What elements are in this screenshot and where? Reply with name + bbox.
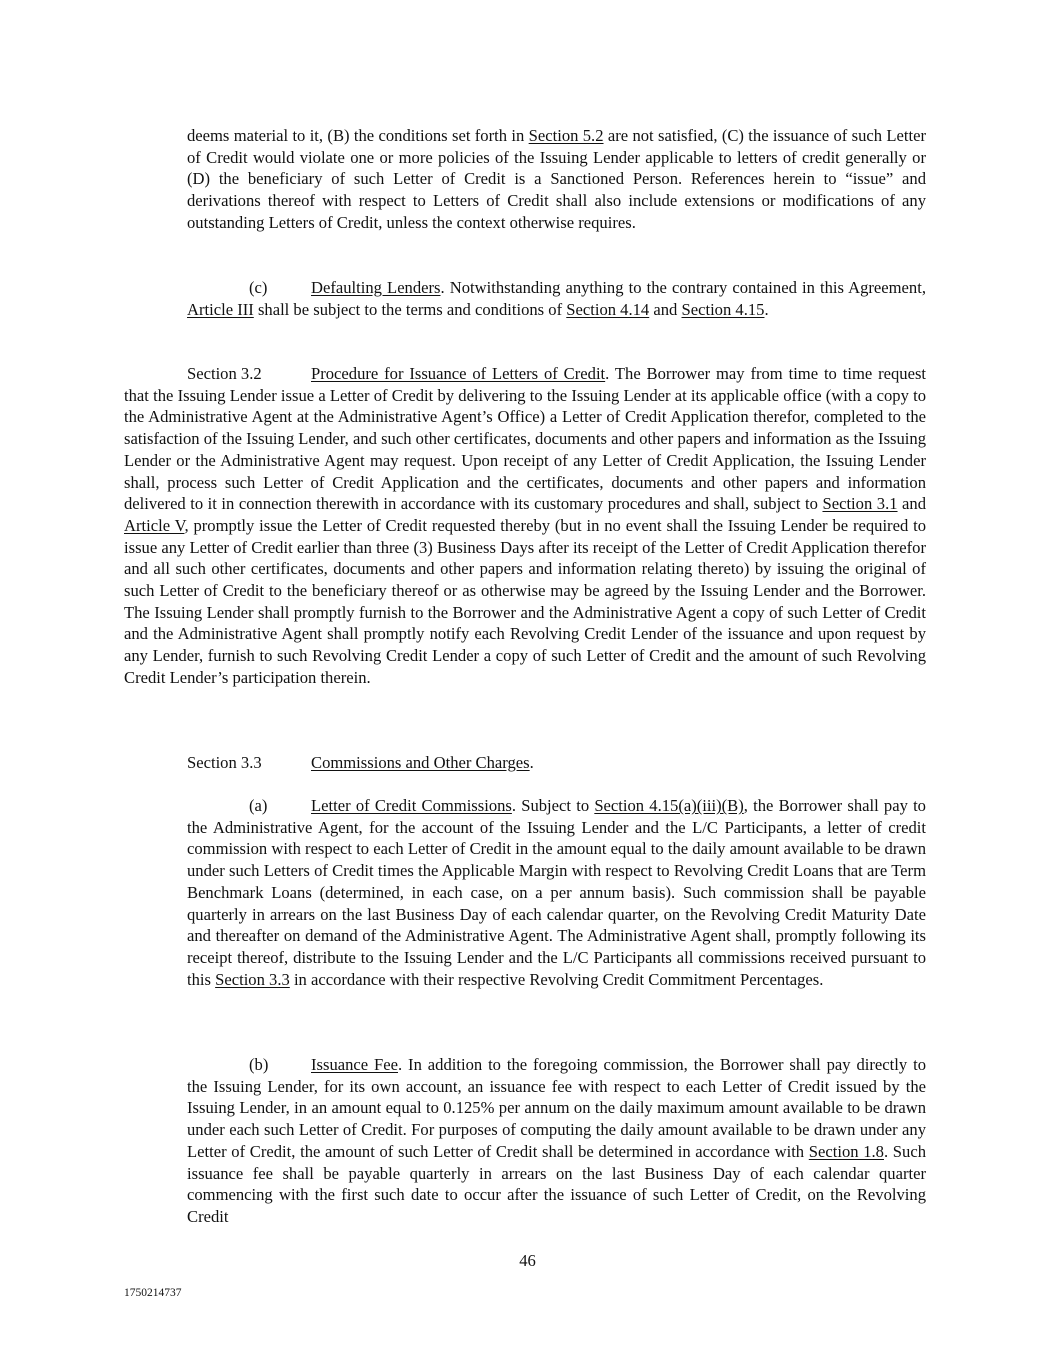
section-number: Section 3.3	[187, 753, 262, 772]
cross-reference-section-4-15-a-iii-b: Section 4.15(a)(iii)(B)	[594, 796, 744, 815]
text-run: . Such issuance fee shall be payable quarterly in arrears on the last Business Day of each calendar quarter commencing with the first such date to occur after the issuance of such Letter of Credit, on the Revolving Credit	[187, 1141, 926, 1226]
text-run: . In addition to the foregoing commission, the Borrower shall pay directly to the Issuing Lender, for its own account, an issuance fee with respect to each Letter of Credit issued by the Issuing Lender, in an amount equal to 0.125% per annum on the daily maximum amount available to be drawn under each such Letter of Credit. For purposes of computing the daily amount available to be drawn under any Letter of Credit, the amount of such Letter of Credit shall be determined in accordance with	[187, 1055, 926, 1161]
cross-reference-section-3-3: Section 3.3	[215, 969, 290, 989]
cross-reference-article-v: Article V	[124, 515, 185, 535]
cross-reference-article-iii: Article III	[187, 299, 254, 319]
section-3-3-heading	[124, 752, 926, 774]
text-run: . Notwithstanding anything to the contrary contained in this Agreement,	[440, 278, 926, 297]
page-number: 46	[519, 1251, 536, 1270]
section-number: Section 3.2	[187, 364, 262, 383]
cross-reference-section-4-14: Section 4.14	[566, 299, 650, 319]
text-run: .	[529, 753, 534, 772]
section-3-2-paragraph	[124, 363, 926, 689]
paragraph-b-continued	[187, 125, 926, 234]
paragraph-heading: Defaulting Lenders	[311, 278, 441, 297]
paragraph-label: (c)	[249, 278, 268, 297]
cross-reference-section-4-15: Section 4.15	[681, 299, 765, 319]
text-run: are not satisfied, (C) the issuance of such Letter of Credit would violate one or more policies of the Issuing Lender applicable to letters of credit generally or (D) the beneficiary of such Letter of Credit is a Sanctioned Person. References herein to “issue” and derivations thereof with respect to Letters of Credit shall also include extensions or modifications of any outstanding Letters of Credit, unless the context otherwise requires.	[187, 126, 927, 232]
section-heading: Commissions and Other Charges	[311, 753, 530, 772]
text-run: in accordance with their respective Revolving Credit Commitment Percentages.	[289, 969, 824, 989]
text-run: , the Borrower shall pay to the Administrative Agent, for the account of the Issuing Lender and the L/C Participants, a letter of credit commission with respect to each Letter of Credit in the amount equal to the daily amount available to be drawn under such Letters of Credit times the Applicable Margin with respect to Revolving Credit Loans that are Term Benchmark Loans (determined, in each case, on a per annum basis). Such commission shall be payable quarterly in arrears on the last Business Day of each calendar quarter, on the Revolving Credit Maturity Date and thereafter on demand of the Administrative Agent. The Administrative Agent shall, promptly following its receipt thereof, distribute to the Issuing Lender and the L/C Participants all commissions received pursuant to this	[187, 796, 926, 989]
text-run: .	[764, 299, 769, 319]
paragraph-label: (a)	[249, 796, 268, 815]
document-id: 1750214737	[124, 1287, 182, 1299]
paragraph-heading: Letter of Credit Commissions	[311, 796, 512, 815]
text-run: shall be subject to the terms and conditions of	[253, 299, 567, 319]
text-run: . Subject to	[511, 796, 595, 815]
paragraph-3-3-a-commissions	[187, 795, 926, 990]
cross-reference-section-1-8: Section 1.8	[808, 1141, 884, 1161]
paragraph-3-3-b-issuance-fee	[187, 1054, 926, 1228]
paragraph-label: (b)	[249, 1055, 269, 1074]
section-heading: Procedure for Issuance of Letters of Credit	[311, 364, 606, 383]
text-run: . The Borrower may from time to time request that the Issuing Lender issue a Letter of Credit by delivering to the Issuing Lender at its applicable office (with a copy to the Administrative Agent at the Administrative Agent’s Office) a Letter of Credit Application therefor, completed to the satisfaction of the Issuing Lender, and such other certificates, documents and other papers and information as the Issuing Lender or the Administrative Agent may request. Upon receipt of any Letter of Credit Application, the Issuing Lender shall, process such Letter of Credit Application and the certificates, documents and other papers and information delivered to it in connection therewith in accordance with its customary procedures and shall, subject to	[124, 364, 927, 514]
paragraph-c-defaulting-lenders	[187, 277, 926, 320]
cross-reference-section-3-1: Section 3.1	[822, 494, 898, 514]
text-run: , promptly issue the Letter of Credit requested thereby (but in no event shall the Issuing Lender be required to issue any Letter of Credit earlier than three (3) Business Days after its receipt of the Letter of Credit Application therefor and all such other certificates, documents and other papers and information relating thereto) by issuing the original of such Letter of Credit to the beneficiary thereof or as otherwise may be agreed by the Issuing Lender and the Borrower. The Issuing Lender shall promptly furnish to the Borrower and the Administrative Agent a copy of such Letter of Credit and the Administrative Agent shall promptly notify each Revolving Credit Lender of the issuance and upon request by any Lender, furnish to such Revolving Credit Lender a copy of such Letter of Credit and the amount of such Revolving Credit Lender’s participation therein.	[124, 515, 927, 687]
text-run: and	[649, 299, 682, 319]
text-run: deems material to it, (B) the conditions set forth in	[187, 126, 529, 145]
text-run: and	[897, 494, 927, 514]
paragraph-heading: Issuance Fee	[311, 1055, 398, 1074]
cross-reference-section-5-2: Section 5.2	[528, 126, 604, 145]
